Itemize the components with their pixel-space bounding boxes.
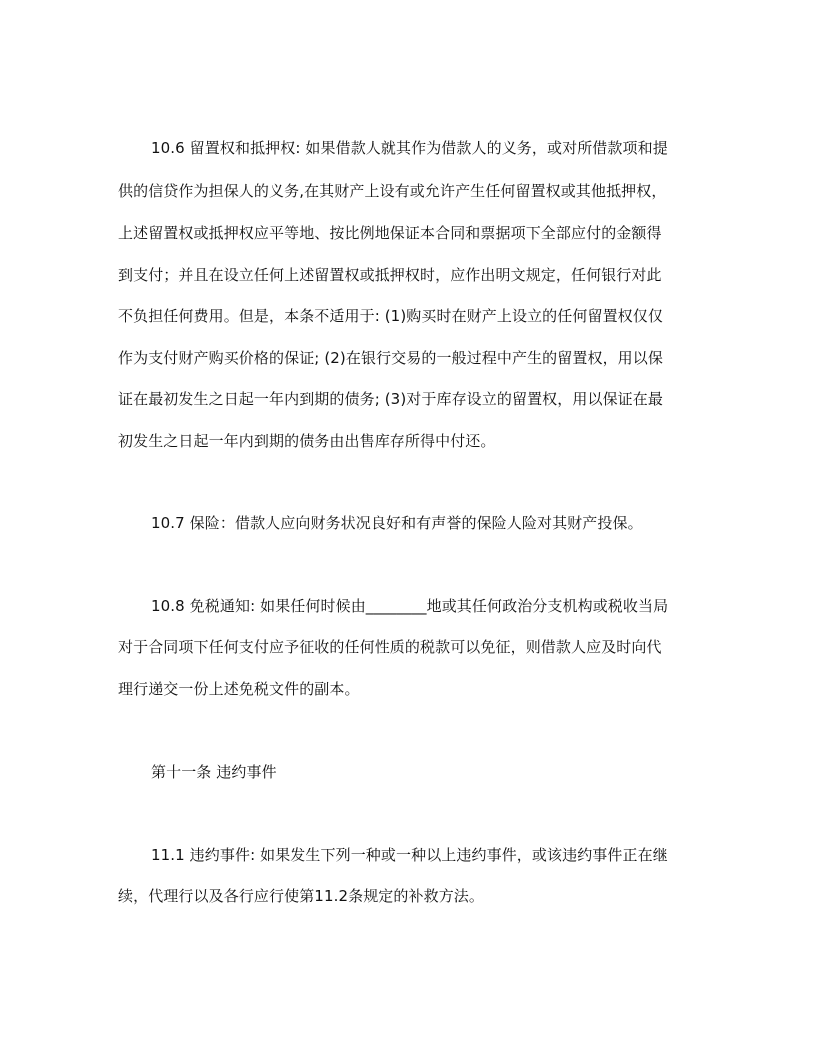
section-10-6-line-3: 上述留置权或抵押权应平等地、按比例地保证本合同和票据项下全部应付的金额得 [118,224,662,242]
section-10-8-line-3: 理行递交一份上述免税文件的副本。 [118,680,360,698]
article-11-heading: 第十一条 违约事件 [151,763,277,781]
section-11-1-line-2: 续，代理行以及各行应行使第11.2条规定的补救方法。 [118,887,485,905]
section-10-6-line-6: 作为支付财产购买价格的保证; (2)在银行交易的一般过程中产生的留置权，用以保 [118,349,663,367]
section-10-7-line-1: 10.7 保险：借款人应向财务状况良好和有声誉的保险人险对其财产投保。 [151,514,643,532]
section-10-6-line-4: 到支付；并且在设立任何上述留置权或抵押权时，应作出明文规定，任何银行对此 [118,266,662,284]
section-10-8-line-1: 10.8 免税通知: 如果任何时候由________地或其任何政治分支机构或税收当局 [151,597,669,615]
section-10-6-line-2: 供的信贷作为担保人的义务,在其财产上设有或允许产生任何留置权或其他抵押权， [118,182,667,200]
section-10-6-line-5: 不负担任何费用。但是，本条不适用于: (1)购买时在财产上设立的任何留置权仅仅 [118,307,663,325]
section-10-6-line-7: 证在最初发生之日起一年内到期的债务; (3)对于库存设立的留置权，用以保证在最 [118,390,663,408]
section-10-8-line-2: 对于合同项下任何支付应予征收的任何性质的税款可以免征，则借款人应及时向代 [118,638,662,656]
section-10-6-line-1: 10.6 留置权和抵押权: 如果借款人就其作为借款人的义务，或对所借款项和提 [151,139,668,157]
section-10-6-line-8: 初发生之日起一年内到期的债务由出售库存所得中付还。 [118,432,496,450]
section-11-1-line-1: 11.1 违约事件: 如果发生下列一种或一种以上违约事件，或该违约事件正在继 [151,846,668,864]
